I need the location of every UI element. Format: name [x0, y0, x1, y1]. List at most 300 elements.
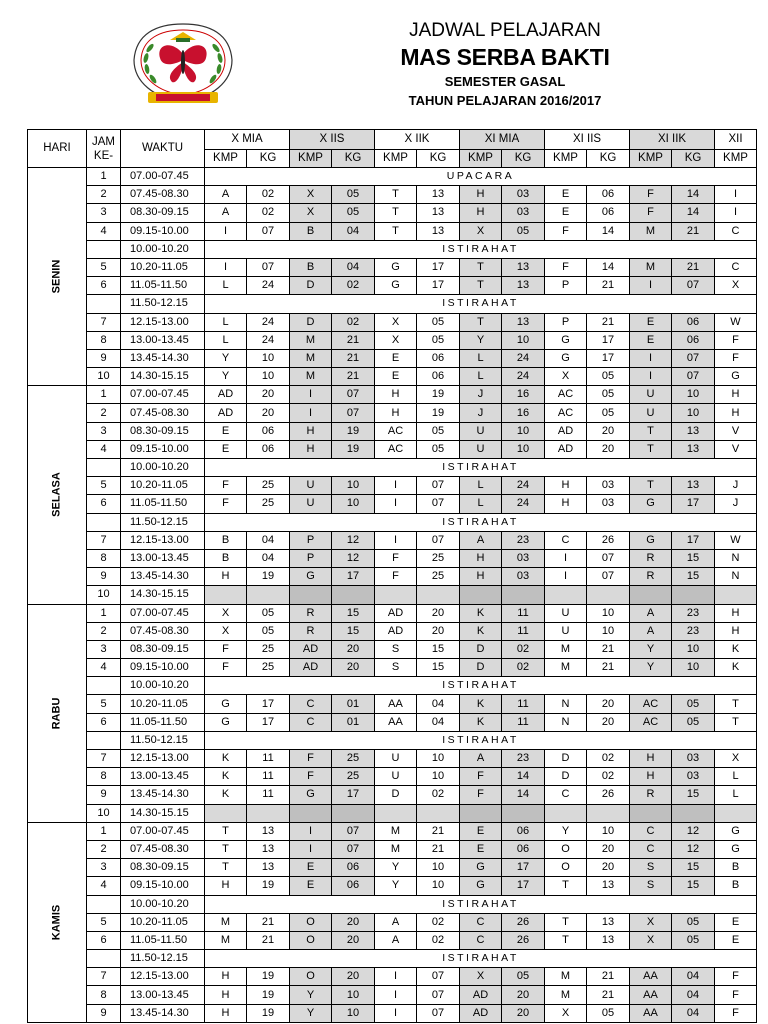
subject-code-cell: I — [375, 495, 417, 513]
teacher-code-cell: 13 — [672, 477, 715, 495]
subject-code-cell: D — [460, 640, 502, 658]
subject-code-cell: U — [290, 495, 332, 513]
class-header: XI IIS — [545, 130, 630, 150]
teacher-code-cell: 04 — [417, 695, 460, 713]
teacher-code-cell: 10 — [332, 986, 375, 1004]
teacher-code-cell: 15 — [332, 604, 375, 622]
subject-code-cell: D — [545, 750, 587, 768]
schedule-row — [28, 859, 757, 877]
subject-code-cell: I — [290, 404, 332, 422]
subject-code-cell: V — [715, 422, 757, 440]
subject-code-cell: A — [205, 204, 247, 222]
empty-cell — [587, 586, 630, 604]
schedule-row — [28, 1004, 757, 1022]
teacher-code-cell: 04 — [332, 222, 375, 240]
teacher-code-cell: 05 — [332, 204, 375, 222]
subheader-kmp: KMP — [715, 150, 757, 168]
jam-cell — [87, 513, 121, 531]
teacher-code-cell: 13 — [247, 859, 290, 877]
subject-code-cell: M — [545, 968, 587, 986]
teacher-code-cell: 14 — [502, 768, 545, 786]
day-cell — [28, 386, 87, 604]
subject-code-cell: H — [205, 568, 247, 586]
time-cell: 13.45-14.30 — [121, 1004, 205, 1022]
schedule-row — [28, 877, 757, 895]
subject-code-cell: T — [630, 477, 672, 495]
teacher-code-cell: 10 — [417, 859, 460, 877]
teacher-code-cell: 15 — [672, 877, 715, 895]
subject-code-cell: E — [715, 931, 757, 949]
subject-code-cell: H — [205, 1004, 247, 1022]
subject-code-cell: F — [375, 568, 417, 586]
subject-code-cell: E — [460, 822, 502, 840]
subject-code-cell: C — [715, 258, 757, 276]
subject-code-cell: H — [715, 604, 757, 622]
teacher-code-cell: 13 — [502, 313, 545, 331]
subject-code-cell: X — [715, 750, 757, 768]
jam-cell: 4 — [87, 659, 121, 677]
subject-code-cell: X — [630, 931, 672, 949]
subject-code-cell: X — [290, 204, 332, 222]
subject-code-cell: A — [375, 931, 417, 949]
teacher-code-cell: 14 — [672, 186, 715, 204]
teacher-code-cell: 20 — [417, 604, 460, 622]
teacher-code-cell: 17 — [672, 495, 715, 513]
subject-code-cell: I — [205, 258, 247, 276]
subject-code-cell: U — [630, 386, 672, 404]
schedule-row — [28, 750, 757, 768]
subject-code-cell: L — [460, 368, 502, 386]
teacher-code-cell: 10 — [587, 604, 630, 622]
subject-code-cell: AD — [460, 986, 502, 1004]
teacher-code-cell: 07 — [332, 840, 375, 858]
teacher-code-cell: 19 — [332, 422, 375, 440]
subject-code-cell: H — [205, 986, 247, 1004]
subject-code-cell: AD — [375, 604, 417, 622]
schedule-row — [28, 659, 757, 677]
subject-code-cell: I — [375, 1004, 417, 1022]
teacher-code-cell: 07 — [672, 349, 715, 367]
teacher-code-cell: 01 — [332, 695, 375, 713]
subheader-kg: KG — [417, 150, 460, 168]
subheader-kg: KG — [587, 150, 630, 168]
time-cell: 07.00-07.45 — [121, 168, 205, 186]
teacher-code-cell: 14 — [672, 204, 715, 222]
subject-code-cell: H — [460, 204, 502, 222]
subject-code-cell: G — [545, 349, 587, 367]
teacher-code-cell: 11 — [502, 604, 545, 622]
jam-cell: 10 — [87, 368, 121, 386]
jam-cell: 8 — [87, 549, 121, 567]
subject-code-cell: I — [715, 204, 757, 222]
time-cell: 08.30-09.15 — [121, 422, 205, 440]
subject-code-cell: A — [375, 913, 417, 931]
schedule-row — [28, 495, 757, 513]
subject-code-cell: I — [545, 549, 587, 567]
subject-code-cell: X — [545, 1004, 587, 1022]
schedule-row — [28, 477, 757, 495]
teacher-code-cell: 10 — [672, 640, 715, 658]
teacher-code-cell: 07 — [417, 968, 460, 986]
jam-cell: 10 — [87, 804, 121, 822]
time-cell: 14.30-15.15 — [121, 586, 205, 604]
teacher-code-cell: 20 — [332, 913, 375, 931]
subject-code-cell: T — [630, 440, 672, 458]
teacher-code-cell: 17 — [587, 349, 630, 367]
subject-code-cell: N — [545, 713, 587, 731]
subject-code-cell: Y — [290, 1004, 332, 1022]
subject-code-cell: X — [205, 604, 247, 622]
teacher-code-cell: 17 — [332, 568, 375, 586]
teacher-code-cell: 02 — [587, 750, 630, 768]
class-header: XII — [715, 130, 757, 150]
teacher-code-cell: 05 — [587, 386, 630, 404]
teacher-code-cell: 10 — [247, 349, 290, 367]
subject-code-cell: F — [715, 331, 757, 349]
class-header: X IIK — [375, 130, 460, 150]
schedule-row — [28, 513, 757, 531]
subject-code-cell: T — [630, 422, 672, 440]
time-cell: 09.15-10.00 — [121, 222, 205, 240]
teacher-code-cell: 10 — [672, 404, 715, 422]
subject-code-cell: L — [460, 495, 502, 513]
teacher-code-cell: 19 — [247, 986, 290, 1004]
jam-cell — [87, 895, 121, 913]
subject-code-cell: G — [460, 877, 502, 895]
time-cell: 13.45-14.30 — [121, 786, 205, 804]
subject-code-cell: W — [715, 313, 757, 331]
teacher-code-cell: 06 — [417, 368, 460, 386]
teacher-code-cell: 06 — [332, 859, 375, 877]
jam-cell — [87, 459, 121, 477]
subject-code-cell: R — [630, 549, 672, 567]
teacher-code-cell: 05 — [417, 422, 460, 440]
teacher-code-cell: 07 — [417, 1004, 460, 1022]
subject-code-cell: I — [290, 822, 332, 840]
subject-code-cell: B — [290, 258, 332, 276]
empty-cell — [417, 804, 460, 822]
teacher-code-cell: 04 — [672, 1004, 715, 1022]
teacher-code-cell: 24 — [247, 313, 290, 331]
empty-cell — [290, 804, 332, 822]
subject-code-cell: G — [460, 859, 502, 877]
subject-code-cell: N — [715, 568, 757, 586]
teacher-code-cell: 07 — [332, 404, 375, 422]
teacher-code-cell: 10 — [417, 768, 460, 786]
jam-cell: 1 — [87, 604, 121, 622]
subject-code-cell: Y — [460, 331, 502, 349]
schedule-row — [28, 386, 757, 404]
school-logo — [126, 20, 240, 112]
subject-code-cell: AC — [630, 695, 672, 713]
subject-code-cell: T — [205, 840, 247, 858]
subject-code-cell: Y — [205, 368, 247, 386]
subject-code-cell: V — [715, 440, 757, 458]
day-name: RABU — [50, 697, 63, 730]
teacher-code-cell: 21 — [672, 258, 715, 276]
teacher-code-cell: 02 — [247, 204, 290, 222]
subject-code-cell: D — [290, 313, 332, 331]
subject-code-cell: E — [545, 204, 587, 222]
time-cell: 08.30-09.15 — [121, 640, 205, 658]
subject-code-cell: AD — [205, 386, 247, 404]
teacher-code-cell: 26 — [502, 913, 545, 931]
subject-code-cell: U — [630, 404, 672, 422]
schedule-row — [28, 240, 757, 258]
schedule-row — [28, 531, 757, 549]
subject-code-cell: X — [630, 913, 672, 931]
subject-code-cell: AA — [375, 713, 417, 731]
jam-cell: 3 — [87, 859, 121, 877]
teacher-code-cell: 04 — [247, 549, 290, 567]
subject-code-cell: M — [375, 840, 417, 858]
jam-cell: 5 — [87, 913, 121, 931]
teacher-code-cell: 21 — [417, 840, 460, 858]
jam-cell: 1 — [87, 168, 121, 186]
time-cell: 07.45-08.30 — [121, 186, 205, 204]
jam-cell: 2 — [87, 840, 121, 858]
subject-code-cell: I — [545, 568, 587, 586]
schedule-row — [28, 986, 757, 1004]
schedule-row — [28, 950, 757, 968]
subject-code-cell: J — [715, 477, 757, 495]
class-header: XI MIA — [460, 130, 545, 150]
schedule-row — [28, 295, 757, 313]
teacher-code-cell: 06 — [672, 313, 715, 331]
teacher-code-cell: 20 — [247, 386, 290, 404]
subject-code-cell: F — [630, 204, 672, 222]
jam-cell: 5 — [87, 695, 121, 713]
subject-code-cell: H — [205, 968, 247, 986]
teacher-code-cell: 15 — [672, 549, 715, 567]
teacher-code-cell: 19 — [247, 1004, 290, 1022]
teacher-code-cell: 17 — [502, 877, 545, 895]
subject-code-cell: G — [205, 713, 247, 731]
subject-code-cell: X — [375, 331, 417, 349]
subject-code-cell: C — [460, 931, 502, 949]
time-cell: 13.00-13.45 — [121, 986, 205, 1004]
subject-code-cell: E — [375, 349, 417, 367]
subject-code-cell: P — [545, 313, 587, 331]
jam-cell: 9 — [87, 568, 121, 586]
subject-code-cell: Y — [375, 859, 417, 877]
teacher-code-cell: 02 — [417, 786, 460, 804]
document-title: JADWAL PELAJARAN — [409, 20, 601, 41]
time-cell: 14.30-15.15 — [121, 368, 205, 386]
break-cell: ISTIRAHAT — [205, 677, 757, 695]
subject-code-cell: T — [460, 277, 502, 295]
teacher-code-cell: 23 — [672, 604, 715, 622]
subject-code-cell: H — [460, 186, 502, 204]
subject-code-cell: G — [375, 258, 417, 276]
teacher-code-cell: 12 — [332, 549, 375, 567]
schedule-row — [28, 695, 757, 713]
empty-cell — [205, 586, 247, 604]
time-cell: 10.20-11.05 — [121, 913, 205, 931]
teacher-code-cell: 21 — [587, 986, 630, 1004]
jam-cell: 7 — [87, 313, 121, 331]
time-cell: 11.05-11.50 — [121, 931, 205, 949]
empty-cell — [715, 586, 757, 604]
subject-code-cell: AD — [545, 422, 587, 440]
subheader-kg: KG — [672, 150, 715, 168]
schedule-row — [28, 404, 757, 422]
break-cell: ISTIRAHAT — [205, 240, 757, 258]
subject-code-cell: C — [290, 695, 332, 713]
subject-code-cell: E — [545, 186, 587, 204]
teacher-code-cell: 11 — [247, 750, 290, 768]
subject-code-cell: I — [375, 531, 417, 549]
teacher-code-cell: 19 — [247, 968, 290, 986]
teacher-code-cell: 07 — [417, 477, 460, 495]
teacher-code-cell: 20 — [247, 404, 290, 422]
teacher-code-cell: 21 — [332, 331, 375, 349]
teacher-code-cell: 21 — [417, 822, 460, 840]
subject-code-cell: Y — [375, 877, 417, 895]
subject-code-cell: G — [630, 495, 672, 513]
subject-code-cell: E — [205, 422, 247, 440]
jam-cell: 3 — [87, 204, 121, 222]
subject-code-cell: A — [460, 531, 502, 549]
academic-year: TAHUN PELAJARAN 2016/2017 — [408, 93, 602, 108]
teacher-code-cell: 05 — [247, 604, 290, 622]
subject-code-cell: AA — [375, 695, 417, 713]
subject-code-cell: L — [460, 349, 502, 367]
teacher-code-cell: 11 — [502, 713, 545, 731]
class-header: X IIS — [290, 130, 375, 150]
subject-code-cell: S — [630, 877, 672, 895]
subject-code-cell: AA — [630, 986, 672, 1004]
subject-code-cell: G — [630, 531, 672, 549]
teacher-code-cell: 25 — [332, 768, 375, 786]
subject-code-cell: D — [375, 786, 417, 804]
jam-cell: 2 — [87, 186, 121, 204]
subject-code-cell: K — [460, 622, 502, 640]
subject-code-cell: X — [460, 222, 502, 240]
schedule-row — [28, 786, 757, 804]
subject-code-cell: C — [545, 786, 587, 804]
teacher-code-cell: 10 — [332, 495, 375, 513]
teacher-code-cell: 23 — [502, 750, 545, 768]
teacher-code-cell: 10 — [502, 440, 545, 458]
schedule-row — [28, 222, 757, 240]
teacher-code-cell: 13 — [417, 186, 460, 204]
subject-code-cell: B — [290, 222, 332, 240]
jam-cell: 4 — [87, 440, 121, 458]
time-cell: 12.15-13.00 — [121, 531, 205, 549]
subject-code-cell: Y — [290, 986, 332, 1004]
subject-code-cell: X — [205, 622, 247, 640]
header-jam — [87, 130, 121, 168]
subject-code-cell: M — [290, 331, 332, 349]
subject-code-cell: K — [715, 659, 757, 677]
jam-cell: 1 — [87, 822, 121, 840]
jam-cell — [87, 295, 121, 313]
subject-code-cell: I — [630, 349, 672, 367]
teacher-code-cell: 02 — [417, 913, 460, 931]
subject-code-cell: T — [375, 204, 417, 222]
teacher-code-cell: 04 — [672, 968, 715, 986]
teacher-code-cell: 19 — [247, 877, 290, 895]
teacher-code-cell: 11 — [247, 768, 290, 786]
jam-cell: 3 — [87, 422, 121, 440]
subject-code-cell: T — [545, 913, 587, 931]
teacher-code-cell: 15 — [417, 659, 460, 677]
empty-cell — [205, 804, 247, 822]
teacher-code-cell: 16 — [502, 404, 545, 422]
subject-code-cell: AD — [375, 622, 417, 640]
empty-cell — [587, 804, 630, 822]
subject-code-cell: AD — [290, 659, 332, 677]
teacher-code-cell: 17 — [502, 859, 545, 877]
teacher-code-cell: 17 — [587, 331, 630, 349]
jam-cell: 8 — [87, 331, 121, 349]
time-cell: 08.30-09.15 — [121, 859, 205, 877]
subject-code-cell: L — [715, 768, 757, 786]
jam-cell: 8 — [87, 986, 121, 1004]
teacher-code-cell: 21 — [587, 968, 630, 986]
empty-cell — [375, 586, 417, 604]
teacher-code-cell: 14 — [587, 222, 630, 240]
teacher-code-cell: 20 — [587, 713, 630, 731]
teacher-code-cell: 03 — [502, 186, 545, 204]
subject-code-cell: F — [205, 495, 247, 513]
jam-cell: 6 — [87, 713, 121, 731]
teacher-code-cell: 21 — [247, 913, 290, 931]
time-cell: 13.00-13.45 — [121, 549, 205, 567]
subject-code-cell: H — [715, 404, 757, 422]
teacher-code-cell: 11 — [502, 622, 545, 640]
teacher-code-cell: 13 — [587, 877, 630, 895]
semester-label: SEMESTER GASAL — [444, 74, 566, 89]
teacher-code-cell: 07 — [247, 258, 290, 276]
teacher-code-cell: 10 — [417, 877, 460, 895]
time-cell: 12.15-13.00 — [121, 750, 205, 768]
teacher-code-cell: 16 — [502, 386, 545, 404]
day-cell — [28, 822, 87, 1022]
time-cell: 11.50-12.15 — [121, 731, 205, 749]
teacher-code-cell: 21 — [672, 222, 715, 240]
subject-code-cell: F — [375, 549, 417, 567]
time-cell: 10.00-10.20 — [121, 677, 205, 695]
teacher-code-cell: 25 — [417, 549, 460, 567]
subject-code-cell: Y — [630, 659, 672, 677]
teacher-code-cell: 14 — [587, 258, 630, 276]
time-cell: 12.15-13.00 — [121, 968, 205, 986]
teacher-code-cell: 23 — [672, 622, 715, 640]
subject-code-cell: P — [290, 531, 332, 549]
subject-code-cell: I — [375, 986, 417, 1004]
teacher-code-cell: 13 — [417, 204, 460, 222]
subject-code-cell: J — [715, 495, 757, 513]
teacher-code-cell: 05 — [672, 713, 715, 731]
teacher-code-cell: 04 — [417, 713, 460, 731]
empty-cell — [630, 804, 672, 822]
schedule-row — [28, 731, 757, 749]
empty-cell — [715, 804, 757, 822]
teacher-code-cell: 15 — [672, 568, 715, 586]
subject-code-cell: D — [545, 768, 587, 786]
empty-cell — [417, 586, 460, 604]
subject-code-cell: M — [205, 931, 247, 949]
subject-code-cell: F — [715, 968, 757, 986]
teacher-code-cell: 12 — [332, 531, 375, 549]
schedule-row — [28, 895, 757, 913]
subject-code-cell: H — [460, 568, 502, 586]
subject-code-cell: X — [715, 277, 757, 295]
teacher-code-cell: 10 — [502, 331, 545, 349]
teacher-code-cell: 10 — [672, 386, 715, 404]
